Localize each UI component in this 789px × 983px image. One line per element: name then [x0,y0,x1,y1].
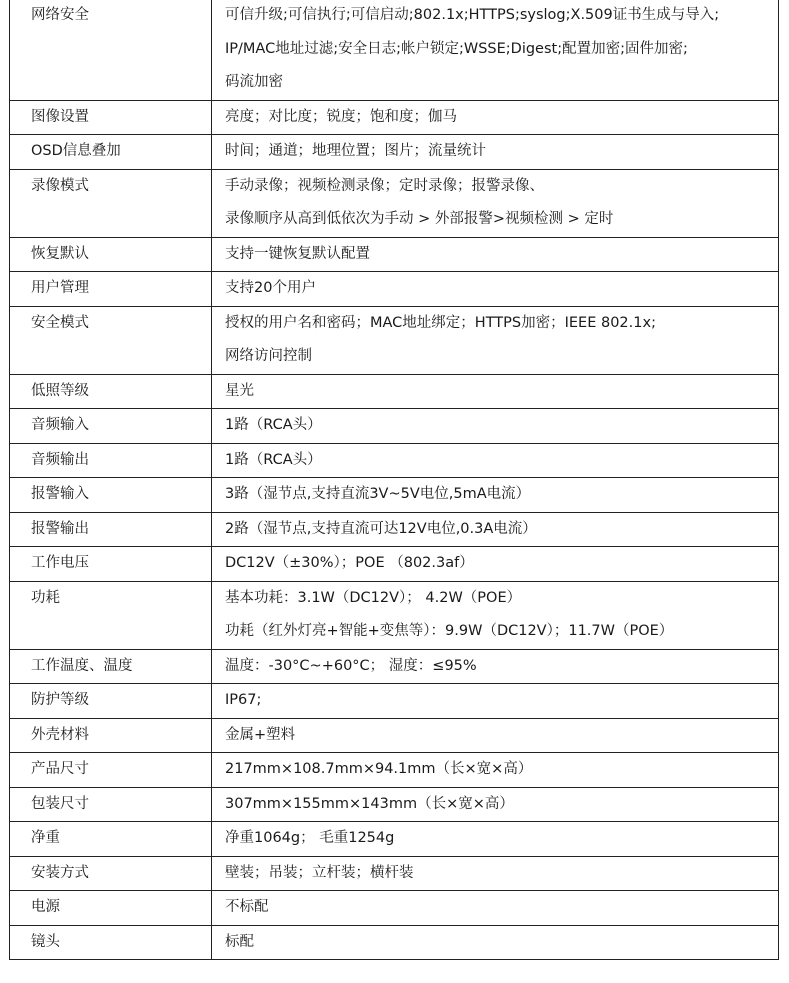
spec-value [212,753,779,788]
spec-value-line: 基本功耗：3.1W（DC12V）； 4.2W（POE） [225,589,522,606]
spec-row [10,787,779,822]
spec-label: 低照等级 [10,374,212,409]
spec-value [212,822,779,857]
spec-row [10,0,779,100]
spec-value-line: 壁装；吊装；立杆装；横杆装 [225,864,414,881]
spec-value [212,0,779,100]
spec-row [10,374,779,409]
spec-value [212,306,779,374]
spec-value-line: 1路（RCA头） [225,451,322,468]
spec-value-line: 1路（RCA头） [225,417,322,433]
spec-row [10,478,779,513]
spec-row [10,891,779,926]
spec-value [212,787,779,822]
spec-value-line: IP67; [225,692,262,708]
spec-label: 恢复默认 [10,237,212,272]
spec-label: 包装尺寸 [10,787,212,822]
spec-value-line: 净重1064g； 毛重1254g [225,830,395,846]
spec-value-line: 标配 [225,933,254,950]
spec-value-line: 功耗（红外灯亮+智能+变焦等）：9.9W（DC12V）；11.7W（POE） [225,623,674,639]
spec-value-line: 217mm×108.7mm×94.1mm（长×宽×高） [225,761,533,777]
spec-row [10,718,779,753]
spec-row [10,409,779,444]
spec-value-line: 3路（湿节点,支持直流3V~5V电位,5mA电流） [225,486,531,502]
spec-label: 安装方式 [10,856,212,891]
spec-label: 录像模式 [10,169,212,237]
spec-value [212,512,779,547]
spec-label: OSD信息叠加 [10,135,212,170]
spec-value-line: 温度：-30°C~+60°C； 湿度：≤95% [225,657,477,674]
spec-value [212,478,779,513]
spec-value [212,547,779,582]
spec-value-line: 可信升级;可信执行;可信启动;802.1x;HTTPS;syslog;X.509证书生成与导入; [225,7,720,23]
spec-value-line: 码流加密 [225,74,283,90]
spec-label: 产品尺寸 [10,753,212,788]
spec-value [212,649,779,684]
spec-row [10,272,779,307]
spec-label: 功耗 [10,581,212,649]
spec-row [10,306,779,374]
spec-value [212,891,779,926]
spec-value-line: 金属+塑料 [225,726,296,743]
spec-label: 净重 [10,822,212,857]
spec-value [212,581,779,649]
spec-value-line: 亮度；对比度；锐度；饱和度；伽马 [225,108,457,125]
spec-value [212,443,779,478]
spec-value-line: IP/MAC地址过滤;安全日志;帐户锁定;WSSE;Digest;配置加密;固件加密; [225,40,688,57]
spec-value [212,409,779,444]
spec-label: 电源 [10,891,212,926]
spec-label: 报警输出 [10,512,212,547]
spec-value [212,856,779,891]
spec-value [212,100,779,135]
spec-value-line: 支持20个用户 [225,280,316,296]
spec-value-line: 授权的用户名和密码；MAC地址绑定；HTTPS加密；IEEE 802.1x; [225,314,656,331]
spec-row [10,753,779,788]
spec-row [10,856,779,891]
spec-value [212,374,779,409]
spec-label: 图像设置 [10,100,212,135]
spec-value-line: 星光 [225,382,254,399]
spec-row [10,684,779,719]
spec-value [212,925,779,960]
spec-value-line: 录像顺序从高到低依次为手动 > 外部报警>视频检测 > 定时 [225,211,614,227]
spec-label: 防护等级 [10,684,212,719]
spec-label: 工作温度、温度 [10,649,212,684]
spec-value-line: 手动录像；视频检测录像；定时录像；报警录像、 [225,177,544,194]
spec-label: 音频输出 [10,443,212,478]
spec-label: 用户管理 [10,272,212,307]
spec-table [9,0,779,960]
spec-value-line: 网络访问控制 [225,348,312,364]
spec-row [10,169,779,237]
spec-value-line: 307mm×155mm×143mm（长×宽×高） [225,795,514,812]
spec-row [10,581,779,649]
spec-label: 外壳材料 [10,718,212,753]
spec-row [10,135,779,170]
spec-value-line: 2路（湿节点,支持直流可达12V电位,0.3A电流） [225,520,537,537]
spec-row [10,822,779,857]
spec-label: 镜头 [10,925,212,960]
spec-label: 网络安全 [10,0,212,100]
spec-row [10,547,779,582]
spec-value [212,272,779,307]
spec-value [212,135,779,170]
spec-label: 安全模式 [10,306,212,374]
spec-row [10,512,779,547]
spec-label: 工作电压 [10,547,212,582]
spec-row [10,649,779,684]
spec-value-line: 时间；通道；地理位置；图片；流量统计 [225,143,486,159]
spec-value-line: 支持一键恢复默认配置 [225,245,370,262]
spec-row [10,925,779,960]
spec-row [10,100,779,135]
spec-row [10,443,779,478]
spec-value [212,169,779,237]
spec-value [212,684,779,719]
spec-label: 报警输入 [10,478,212,513]
spec-value-line: DC12V（±30%）；POE （802.3af） [225,555,474,571]
spec-row [10,237,779,272]
spec-table-body [10,0,779,960]
spec-value [212,718,779,753]
spec-label: 音频输入 [10,409,212,444]
spec-value [212,237,779,272]
spec-value-line: 不标配 [225,899,269,915]
